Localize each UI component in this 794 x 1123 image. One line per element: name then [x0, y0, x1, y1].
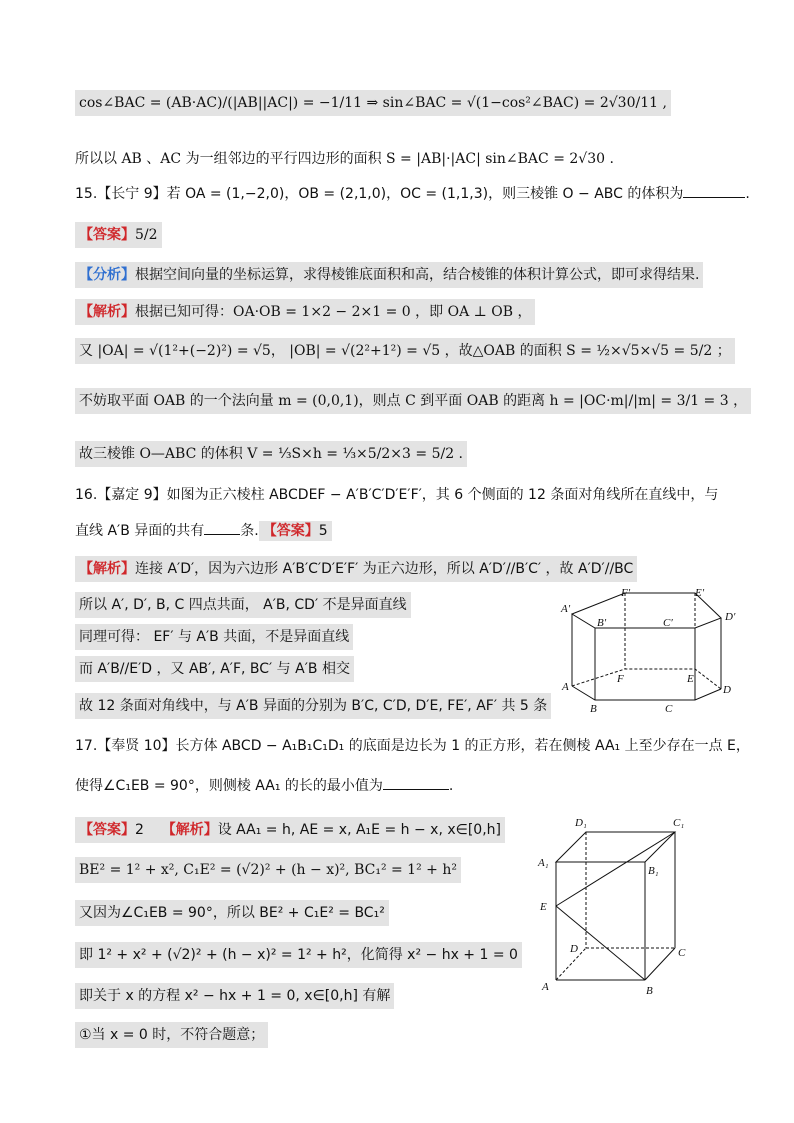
q17-answer-line: 【答案】2 【解析】设 AA₁ = h, AE = x, A₁E = h − x, x∈[0,h]	[75, 817, 505, 843]
q15-blank	[683, 183, 745, 198]
q16-stem-2: 直线 A′B 异面的共有 条. 【答案】5	[75, 520, 332, 542]
q17-stem-2: 使得∠C₁EB = 90°，则侧棱 AA₁ 的长的最小值为 .	[75, 775, 453, 797]
label-E1: E′	[695, 587, 705, 599]
label-C: C	[678, 947, 686, 959]
q16-solution-3: 同理可得： EF′ 与 A′B 共面，不是异面直线	[75, 624, 353, 650]
label-F: F	[617, 673, 624, 685]
q16-solution-1: 【解析】连接 A′D′，因为六边形 A′B′C′D′E′F′ 为正六边形，所以 A′D′//B′C′ ，故 A′D′//BC	[75, 556, 637, 582]
label-C1: C₁	[673, 817, 685, 829]
label-B: B	[646, 985, 653, 997]
q17-solution-1: BE² = 1² + x², C₁E² = (√2)² + (h − x)², BC₁² = 1² + h²	[75, 857, 461, 883]
q16-blank	[204, 520, 240, 535]
q15-solution-1: 【解析】根据已知可得：OA·OB = 1×2 − 2×1 = 0 ，即 OA ⊥ OB ，	[75, 299, 535, 325]
q15-solution-3: 不妨取平面 OAB 的一个法向量 m = (0,0,1)，则点 C 到平面 OAB 的距离 h = |OC·m|/|m| = 3/1 = 3 ，	[75, 388, 751, 414]
label-D: D	[570, 943, 578, 955]
label-E: E	[540, 901, 547, 913]
label-C1: C′	[663, 617, 673, 629]
p14-cos-line: cos∠BAC = (AB·AC)/(|AB||AC|) = −1/11 ⇒ sin∠BAC = √(1−cos²∠BAC) = 2√30/11 ,	[75, 90, 671, 116]
label-B: B	[590, 703, 597, 715]
q16-solution-2: 所以 A′, D′, B, C 四点共面， A′B, CD′ 不是异面直线	[75, 592, 411, 618]
label-A1: A′	[561, 603, 571, 615]
label-A: A	[542, 981, 549, 993]
q17-solution-4: 即关于 x 的方程 x² − hx + 1 = 0, x∈[0,h] 有解	[75, 983, 394, 1009]
label-D: D	[723, 684, 731, 696]
q15-stem: 15.【长宁 9】若 OA = (1,−2,0)，OB = (2,1,0)，OC = (1,1,3)，则三棱锥 O − ABC 的体积为 .	[75, 183, 750, 205]
hexagonal-prism-figure	[555, 586, 740, 716]
q17-blank	[383, 775, 449, 790]
cuboid-figure	[530, 808, 705, 1000]
q15-answer: 【答案】5/2	[75, 222, 162, 248]
q16-solution-5: 故 12 条面对角线中，与 A′B 异面的分别为 B′C, C′D, D′E, FE′, AF′ 共 5 条	[75, 693, 551, 719]
q16-stem-1: 16.【嘉定 9】如图为正六棱柱 ABCDEF − A′B′C′D′E′F′，其 6 个侧面的 12 条面对角线所在直线中，与	[75, 487, 719, 503]
label-B1: B′	[597, 617, 607, 629]
q15-analysis: 【分析】根据空间向量的坐标运算，求得棱锥底面积和高，结合棱锥的体积计算公式，即可求得结果.	[75, 262, 703, 288]
q15-solution-4: 故三棱锥 O—ABC 的体积 V = ⅓S×h = ⅓×5/2×3 = 5/2 .	[75, 441, 467, 467]
q17-stem-1: 17.【奉贤 10】长方体 ABCD − A₁B₁C₁D₁ 的底面是边长为 1 的正方形，若在侧棱 AA₁ 上至少存在一点 E，	[75, 738, 750, 754]
label-A: A	[562, 681, 569, 693]
label-F1: F′	[621, 587, 631, 599]
label-E: E	[687, 673, 694, 685]
label-D1: D₁	[575, 817, 587, 829]
label-D1: D′	[725, 611, 736, 623]
label-C: C	[665, 703, 673, 715]
q17-solution-5: ①当 x = 0 时，不符合题意；	[75, 1022, 268, 1048]
label-B1: B₁	[648, 865, 659, 877]
q17-solution-3: 即 1² + x² + (√2)² + (h − x)² = 1² + h²，化简得 x² − hx + 1 = 0	[75, 942, 522, 968]
label-A1: A₁	[538, 857, 549, 869]
q15-solution-2: 又 |OA| = √(1²+(−2)²) = √5， |OB| = √(2²+1²) = √5 ，故△OAB 的面积 S = ½×√5×√5 = 5/2 ；	[75, 338, 735, 364]
p14-area-line: 所以以 AB 、AC 为一组邻边的平行四边形的面积 S = |AB|·|AC| sin∠BAC = 2√30 .	[75, 151, 614, 167]
q16-solution-4: 而 A′B//E′D ，又 AB′, A′F, BC′ 与 A′B 相交	[75, 656, 354, 682]
q17-solution-2: 又因为∠C₁EB = 90°，所以 BE² + C₁E² = BC₁²	[75, 900, 389, 926]
